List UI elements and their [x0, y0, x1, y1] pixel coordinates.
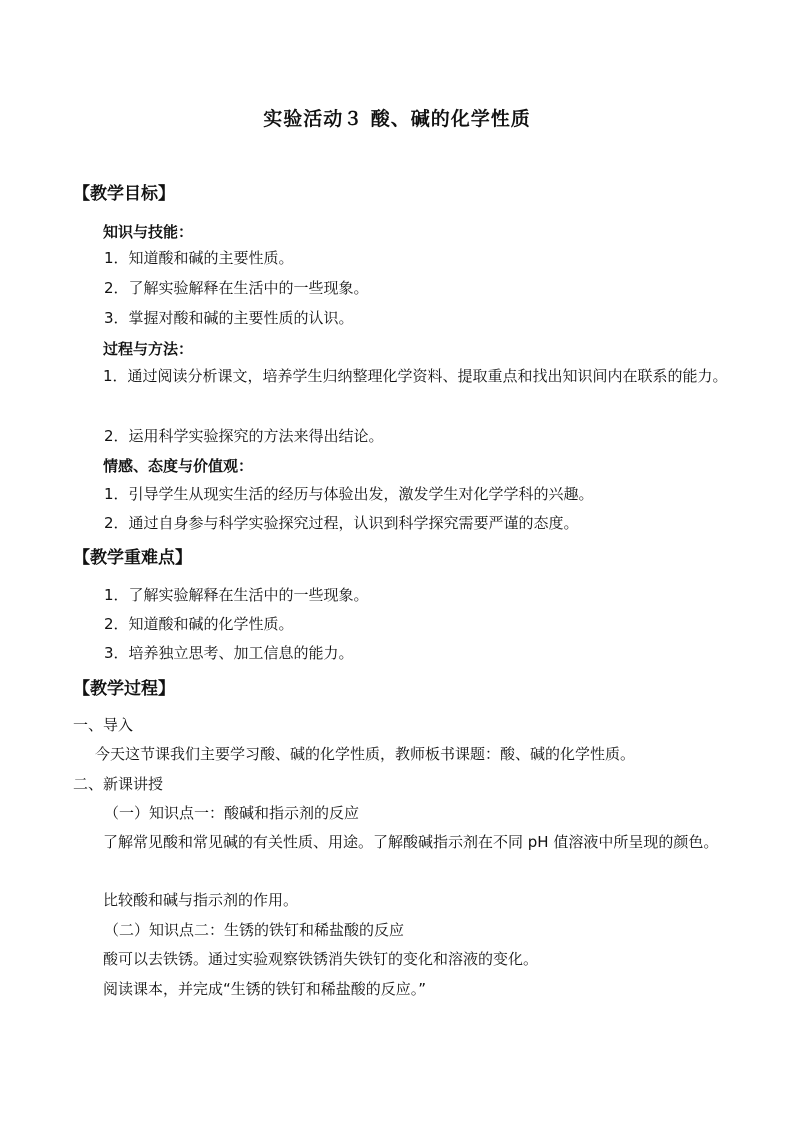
intro-text: 今天这节课我们主要学习酸、碱的化学性质，教师板书课题：酸、碱的化学性质。 [95, 745, 636, 763]
point2-text-2: 阅读课本，并完成“生锈的铁钉和稀盐酸的反应。” [103, 980, 427, 998]
process-method-item-1: 1．通过阅读分析课文，培养学生归纳整理化学资料、提取重点和找出知识间内在联系的能力。 [103, 367, 728, 385]
key-point-1: 1．了解实验解释在生活中的一些现象。 [104, 586, 369, 604]
key-point-2: 2．知道酸和碱的化学性质。 [104, 615, 294, 633]
point1-heading: （一）知识点一：酸碱和指示剂的反应 [104, 804, 360, 822]
knowledge-item-3: 3．掌握对酸和碱的主要性质的认识。 [104, 309, 354, 327]
process-heading: 【教学过程】 [73, 679, 175, 699]
document-title: 实验活动３ 酸、碱的化学性质 [263, 108, 531, 130]
point2-heading: （二）知识点二：生锈的铁钉和稀盐酸的反应 [104, 921, 405, 939]
objectives-heading: 【教学目标】 [73, 184, 175, 204]
attitude-heading: 情感、态度与价值观： [103, 457, 254, 475]
new-lesson-heading: 二、新课讲授 [73, 775, 164, 793]
knowledge-item-1: 1．知道酸和碱的主要性质。 [104, 249, 294, 267]
point1-text: 了解常见酸和常见碱的有关性质、用途。了解酸碱指示剂在不同 pH 值溶液中所呈现的颜色。 [103, 833, 719, 851]
key-point-3: 3．培养独立思考、加工信息的能力。 [104, 644, 354, 662]
attitude-item-1: 1．引导学生从现实生活的经历与体验出发，激发学生对化学学科的兴趣。 [104, 485, 594, 503]
knowledge-item-2: 2．了解实验解释在生活中的一些现象。 [104, 279, 369, 297]
point1-text-2: 比较酸和碱与指示剂的作用。 [103, 891, 299, 909]
process-method-item-2: 2．运用科学实验探究的方法来得出结论。 [104, 427, 384, 445]
knowledge-heading: 知识与技能： [103, 223, 194, 241]
attitude-item-2: 2．通过自身参与科学实验探究过程，认识到科学探究需要严谨的态度。 [104, 514, 579, 532]
point2-text: 酸可以去铁锈。通过实验观察铁锈消失铁钉的变化和溶液的变化。 [103, 950, 539, 968]
process-method-heading: 过程与方法： [103, 340, 194, 358]
key-points-heading: 【教学重难点】 [73, 548, 192, 568]
intro-heading: 一、导入 [73, 716, 134, 734]
